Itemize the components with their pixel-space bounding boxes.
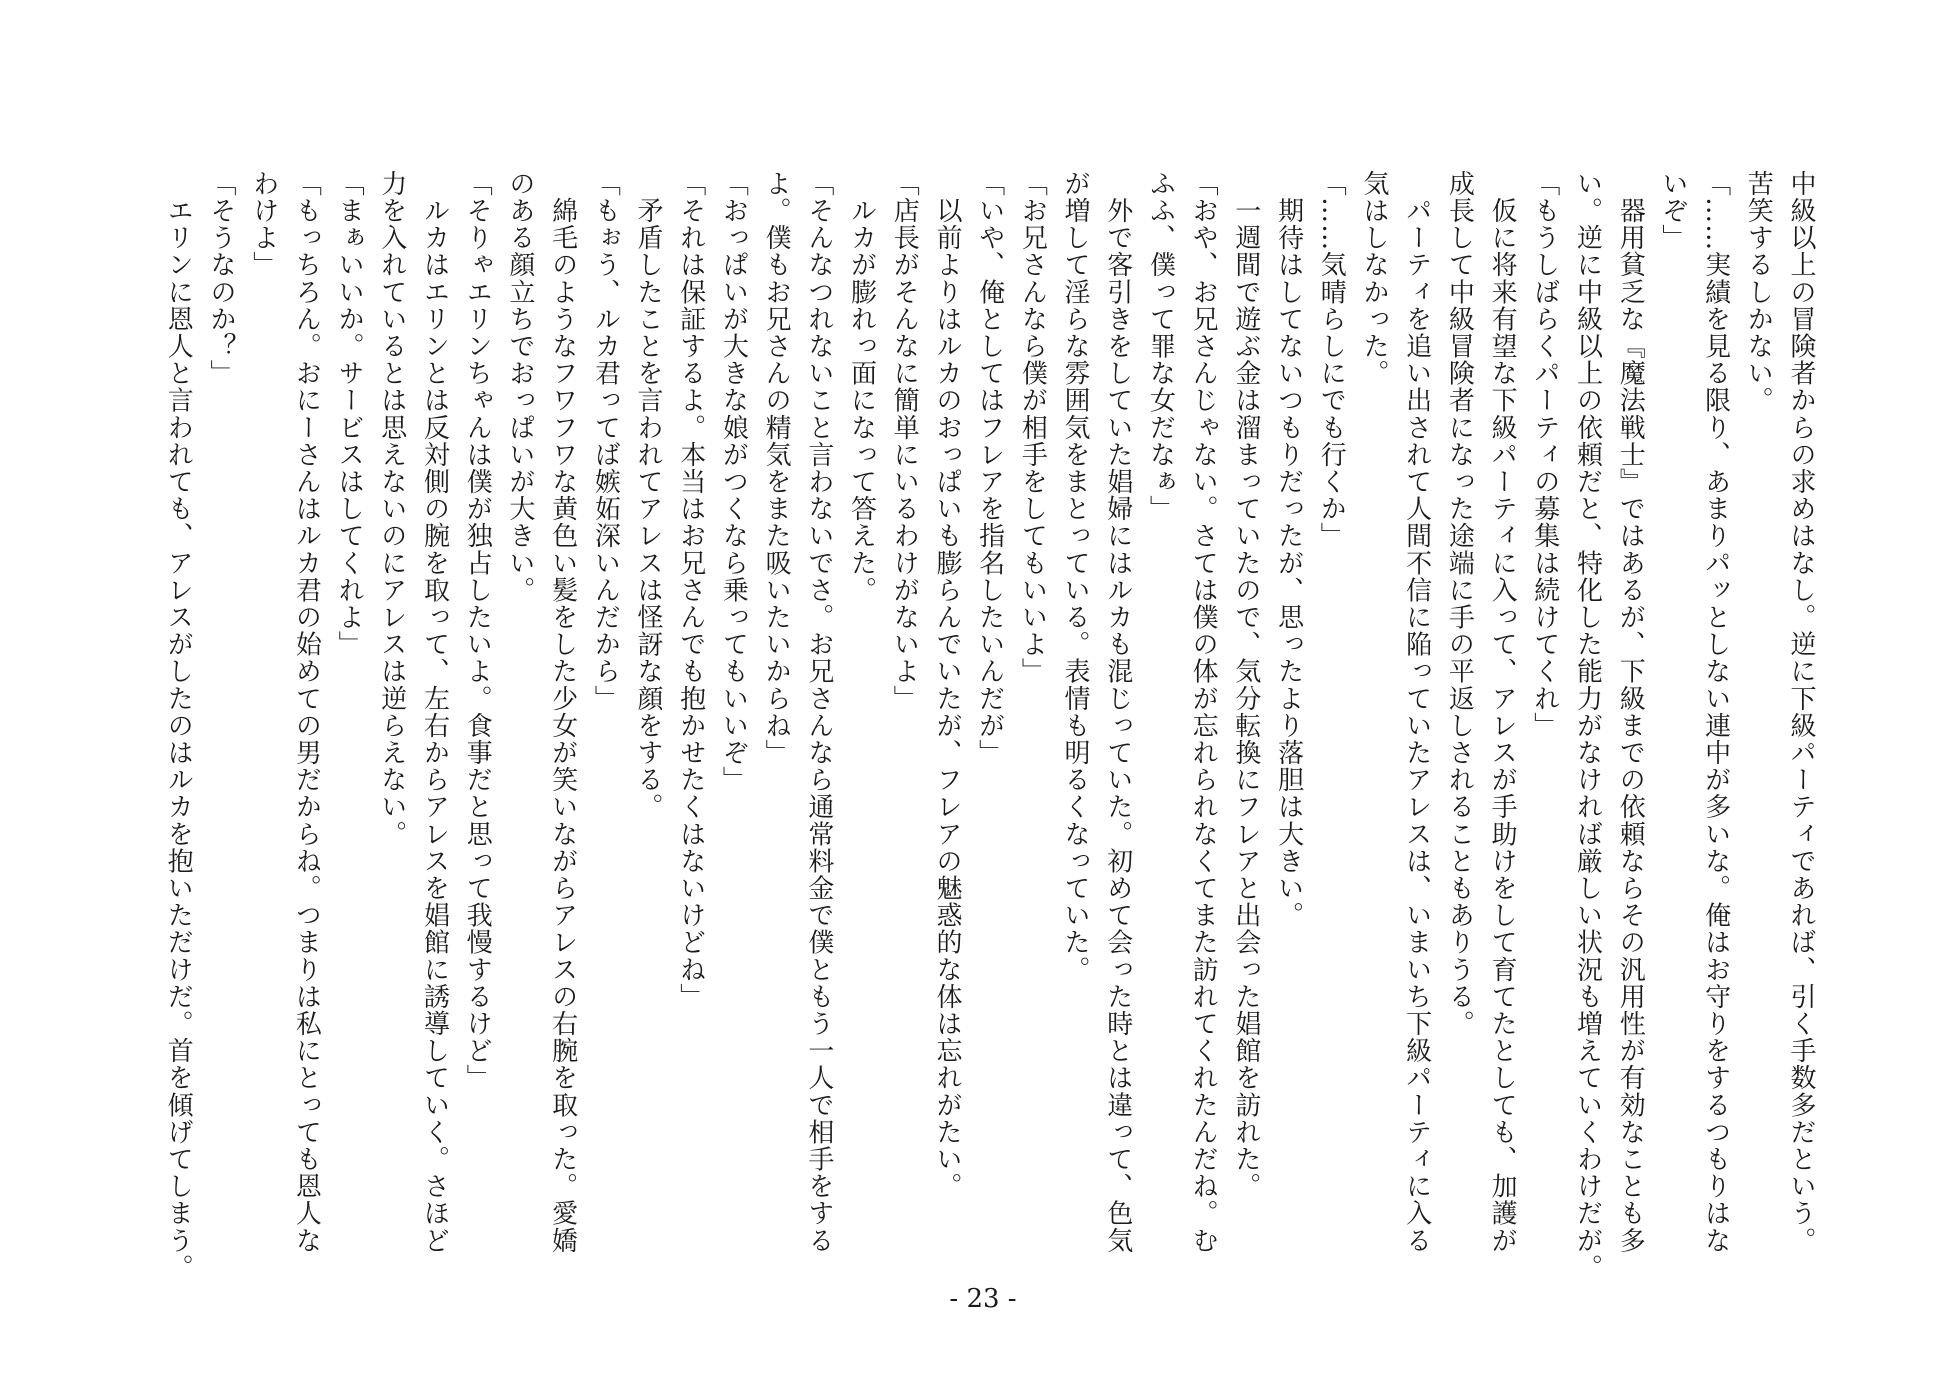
text-line: 「お兄さんなら僕が相手をしてもいいよ」 xyxy=(1017,170,1048,685)
text-line: 成長して中級冒険者になった途端に手の平返しされることもありうる。 xyxy=(1444,170,1475,1038)
text-line: よ。僕もお兄さんの精気をまた吸いたいからね」 xyxy=(761,170,792,767)
text-line: いぞ」 xyxy=(1657,170,1688,252)
text-line: 苦笑するしかない。 xyxy=(1743,170,1774,414)
text-line: 矛盾したことを言われてアレスは怪訝な顔をする。 xyxy=(633,170,664,821)
text-line: 「もぉう、ルカ君ってば嫉妬深いんだから」 xyxy=(590,170,621,712)
vertical-text-body xyxy=(150,170,1822,1280)
text-line: のある顔立ちでおっぱいが大きい。 xyxy=(504,170,535,604)
text-line: ルカが膨れっ面になって答えた。 xyxy=(846,170,877,604)
text-line: ふふ、僕って罪な女だなぁ」 xyxy=(1145,170,1176,523)
text-line: 「おっぱいが大きな娘がつくなら乗ってもいいぞ」 xyxy=(718,170,749,794)
text-line: 「そんなつれないこと言わないでさ。お兄さんなら通常料金で僕ともう一人で相手をする xyxy=(803,170,834,1254)
text-line: 一週間で遊ぶ金は溜まっていたので、気分転換にフレアと出会った娼館を訪れた。 xyxy=(1230,170,1261,1200)
text-line: 「そりゃエリンちゃんは僕が独占したいよ。食事だと思って我慢するけど」 xyxy=(462,170,493,1092)
text-line: 「もうしばらくパーティの募集は続けてくれ」 xyxy=(1529,170,1560,740)
text-line: 「そうなのか？」 xyxy=(205,170,236,387)
text-line: が増して淫らな雰囲気をまとっている。表情も明るくなっていた。 xyxy=(1060,170,1091,983)
text-line: 「……実績を見る限り、あまりパッとしない連中が多いな。俺はお守りをするつもりはな xyxy=(1700,170,1731,1254)
text-line: 「……気晴らしにでも行くか」 xyxy=(1316,170,1347,550)
text-line: 以前よりはルカのおっぱいも膨らんでいたが、フレアの魅惑的な体は忘れがたい。 xyxy=(931,170,962,1200)
text-line: 仮に将来有望な下級パーティに入って、アレスが手助けをして育てたとしても、加護が xyxy=(1487,170,1518,1254)
text-line: 「おや、お兄さんじゃない。さては僕の体が忘れられなくてまた訪れてくれたんだね。む xyxy=(1188,170,1219,1254)
text-line: 綿毛のようなフワフワな黄色い髪をした少女が笑いながらアレスの右腕を取った。愛嬌 xyxy=(547,170,578,1254)
text-line: エリンに恩人と言われても、アレスがしたのはルカを抱いただけだ。首を傾げてしまう。 xyxy=(163,170,194,1282)
text-line: わけよ」 xyxy=(248,170,279,279)
text-line: パーティを追い出されて人間不信に陥っていたアレスは、いまいち下級パーティに入る xyxy=(1401,170,1432,1254)
text-line: 外で客引きをしていた娼婦にはルカも混じっていた。初めて会った時とは違って、色気 xyxy=(1102,170,1133,1254)
text-line: 力を入れているとは思えないのにアレスは逆らえない。 xyxy=(376,170,407,848)
page-number: - 23 - xyxy=(949,1284,1017,1314)
text-line: い。逆に中級以上の依頼だと、特化した能力がなければ厳しい状況も増えていくわけだが。 xyxy=(1572,170,1603,1282)
text-line: 「もっちろん。おにーさんはルカ君の始めての男だからね。つまりは私にとっても恩人な xyxy=(291,170,322,1254)
text-line: ルカはエリンとは反対側の腕を取って、左右からアレスを娼館に誘導していく。さほど xyxy=(419,170,450,1254)
text-line: 「店長がそんなに簡単にいるわけがないよ」 xyxy=(889,170,920,712)
text-line: 器用貧乏な『魔法戦士』ではあるが、下級までの依頼ならその汎用性が有効なことも多 xyxy=(1615,170,1646,1254)
text-line: 「まぁいいか。サービスはしてくれよ」 xyxy=(334,170,365,658)
text-line: 中級以上の冒険者からの求めはなし。逆に下級パーティであれば、引く手数多だという。 xyxy=(1786,170,1816,1254)
text-line: 期待はしてないつもりだったが、思ったより落胆は大きい。 xyxy=(1273,170,1304,929)
text-line: 「いや、俺としてはフレアを指名したいんだが」 xyxy=(974,170,1005,767)
text-line: 気はしなかった。 xyxy=(1358,170,1389,387)
text-line: 「それは保証するよ。本当はお兄さんでも抱かせたくはないけどね」 xyxy=(675,170,706,1011)
